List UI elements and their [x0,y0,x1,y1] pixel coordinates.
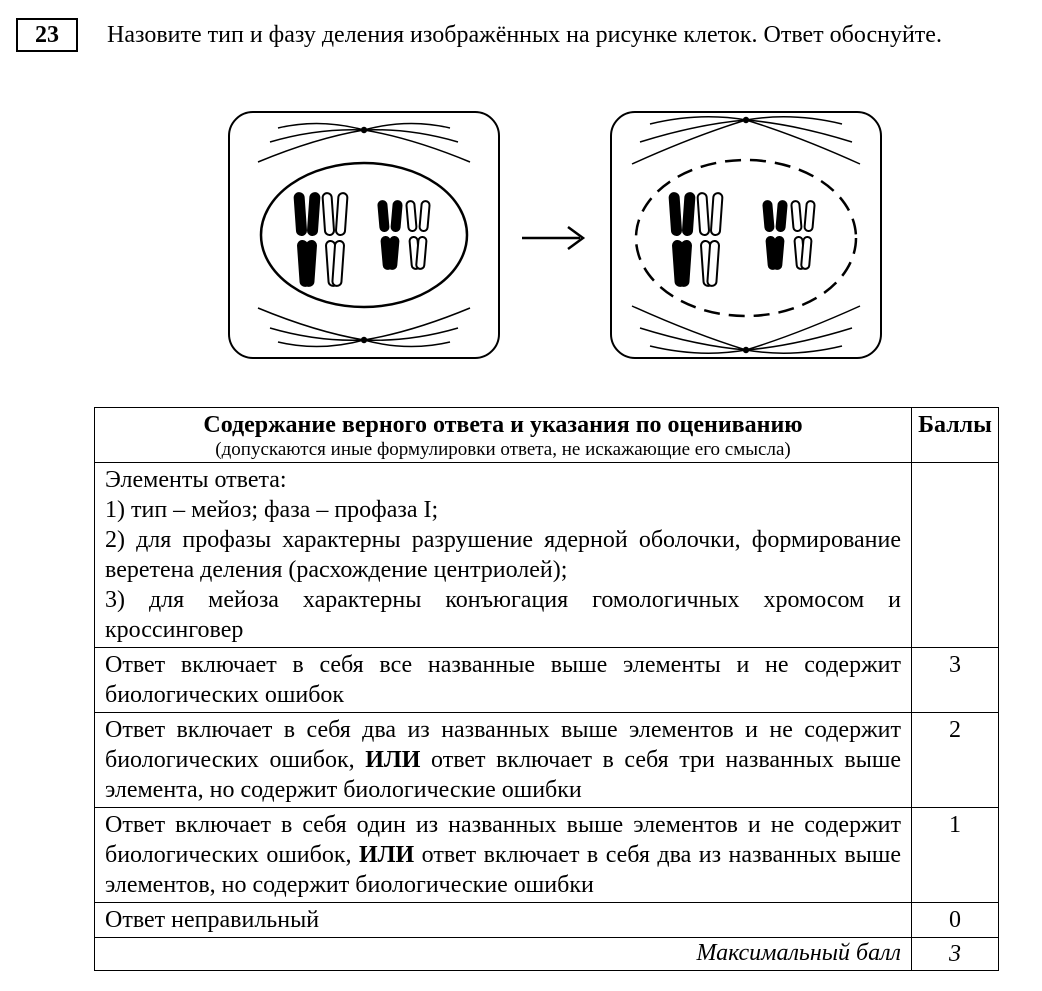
empty-score-cell [912,463,999,648]
question-text: Назовите тип и фазу деления изображённых на рисунке клеток. Ответ обоснуйте. [107,22,942,48]
table-row [95,713,999,808]
header-content [95,408,912,463]
arrow-icon [522,227,583,249]
header-score: Баллы [912,408,999,463]
header-main: Содержание верного ответа и указания по оцениванию [203,412,803,438]
criterion-2-part-a: Ответ включает в себя два из названных выше элементов и не содержит биологических ошибок, [105,717,901,773]
criterion-2-text [95,713,912,808]
criterion-1-score: 1 [912,808,999,903]
criterion-3-score: 3 [912,648,999,713]
criterion-2-part-b: ответ включает в себя три названных выше элемента, но содержит биологические ошибки [105,747,902,803]
cell-division-figure [220,106,890,364]
element-2: 2) для профазы характерны разрушение ядерной оболочки, формирование веретена деления (расхождение центриолей); [105,527,901,583]
table-row [95,648,999,713]
table-header-row [95,408,999,463]
header-sub: (допускаются иные формулировки ответа, не искажающие его смысла) [215,439,791,460]
criterion-1-part-b: ответ включает в себя два из названных выше элементов, но содержит биологические ошибки [105,842,902,898]
criterion-2-score: 2 [912,713,999,808]
grading-table [94,407,999,971]
criterion-1-text [95,808,912,903]
task-number: 23 [16,18,78,52]
max-score-value: 3 [912,938,999,971]
left-cell [229,112,499,358]
max-score-label: Максимальный балл [95,938,912,971]
element-1: 1) тип – мейоз; фаза – профаза I; [105,497,439,523]
table-row [95,938,999,971]
criterion-2-or: ИЛИ [365,747,421,773]
criterion-1-or: ИЛИ [358,842,415,868]
criterion-3-text: Ответ включает в себя все названные выше элементы и не содержит биологических ошибок [95,648,912,713]
criterion-0-score: 0 [912,903,999,938]
criterion-0-text: Ответ неправильный [95,903,912,938]
table-row [95,808,999,903]
table-row [95,463,999,648]
criterion-1-part-a: Ответ включает в себя один из названных выше элементов и не содержит биологических ошибок, [105,812,901,868]
table-row [95,903,999,938]
elements-title: Элементы ответа: [105,467,287,493]
right-cell [611,112,881,358]
answer-elements [95,463,912,648]
element-3: 3) для мейоза характерны конъюгация гомологичных хромосом и кроссинговер [105,587,901,643]
